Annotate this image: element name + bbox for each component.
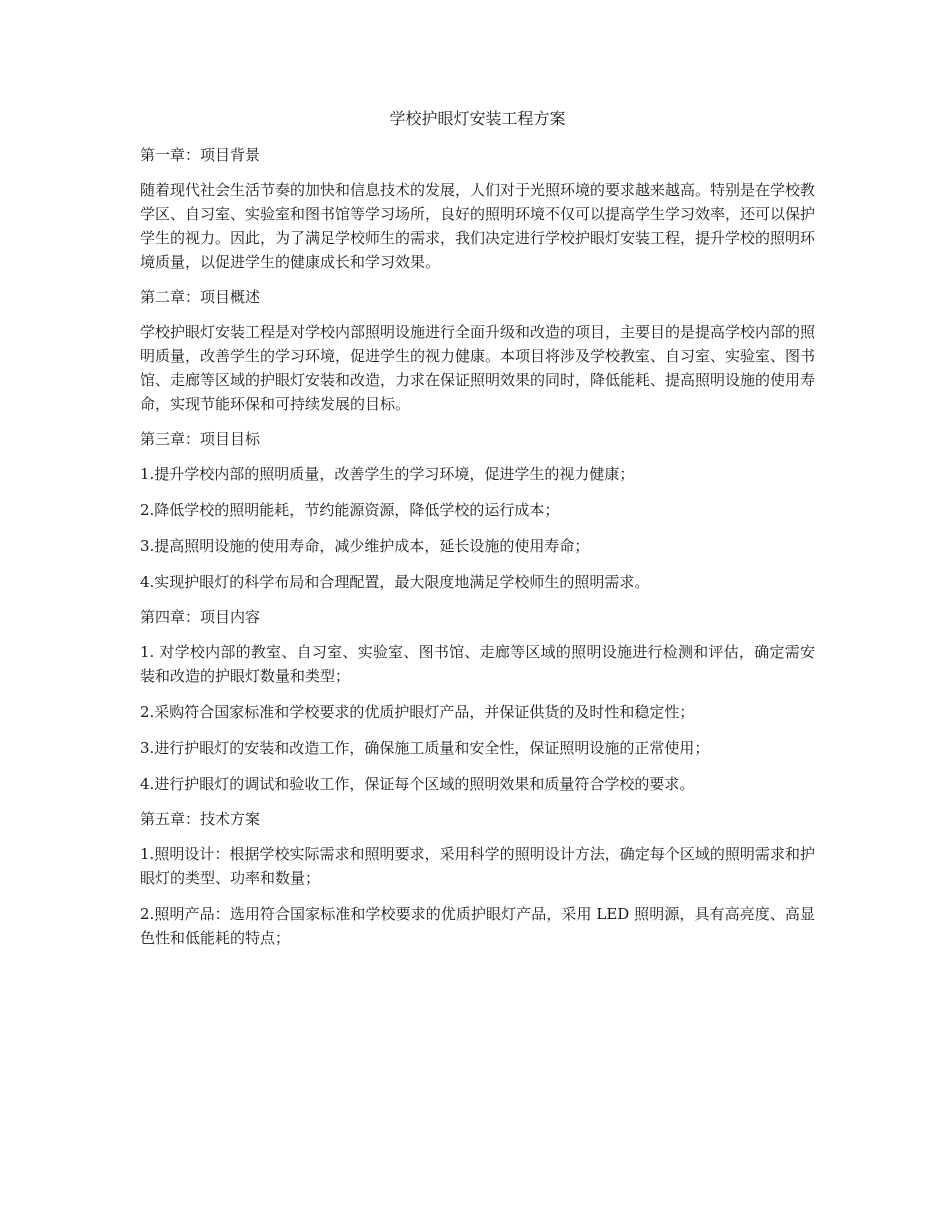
paragraph: 随着现代社会生活节奏的加快和信息技术的发展，人们对于光照环境的要求越来越高。特别是在学校教学区、自习室、实验室和图书馆等学习场所，良好的照明环境不仅可以提高学生学习效率，还可以保护学生的视力。因此，为了满足学校师生的需求，我们决定进行学校护眼灯安装工程，提升学校的照明环境质量，以促进学生的健康成长和学习效果。 bbox=[140, 181, 816, 271]
paragraph: 学校护眼灯安装工程是对学校内部照明设施进行全面升级和改造的项目，主要目的是提高学校内部的照明质量，改善学生的学习环境，促进学生的视力健康。本项目将涉及学校教室、自习室、实验室、图书馆、走廊等区域的护眼灯安装和改造，力求在保证照明效果的同时，降低能耗、提高照明设施的使用寿命，实现节能环保和可持续发展的目标。 bbox=[140, 323, 816, 413]
chapter-heading: 第一章：项目背景 bbox=[140, 146, 261, 164]
chapter-heading: 第五章：技术方案 bbox=[140, 810, 261, 828]
list-item: 3.进行护眼灯的安装和改造工作，确保施工质量和安全性，保证照明设施的正常使用； bbox=[140, 739, 710, 757]
list-item: 1.照明设计：根据学校实际需求和照明要求，采用科学的照明设计方法，确定每个区域的照明需求和护眼灯的类型、功率和数量； bbox=[140, 845, 815, 887]
list-item: 4.实现护眼灯的科学布局和合理配置，最大限度地满足学校师生的照明需求。 bbox=[140, 573, 650, 591]
list-item: 2.采购符合国家标准和学校要求的优质护眼灯产品，并保证供货的及时性和稳定性； bbox=[140, 703, 695, 721]
list-item: 4.进行护眼灯的调试和验收工作，保证每个区域的照明效果和质量符合学校的要求。 bbox=[140, 775, 695, 793]
chapter-heading: 第四章：项目内容 bbox=[140, 608, 261, 626]
list-item: 2.降低学校的照明能耗，节约能源资源，降低学校的运行成本； bbox=[140, 501, 560, 519]
chapter-heading: 第三章：项目目标 bbox=[140, 430, 261, 448]
list-item: 1.提升学校内部的照明质量，改善学生的学习环境，促进学生的视力健康； bbox=[140, 465, 635, 483]
document-page bbox=[140, 108, 815, 962]
chapter-heading: 第二章：项目概述 bbox=[140, 288, 261, 306]
document-title: 学校护眼灯安装工程方案 bbox=[389, 109, 566, 128]
list-item: 1. 对学校内部的教室、自习室、实验室、图书馆、走廊等区域的照明设施进行检测和评估，确定需安装和改造的护眼灯数量和类型； bbox=[140, 643, 815, 685]
list-item: 3.提高照明设施的使用寿命，减少维护成本，延长设施的使用寿命； bbox=[140, 537, 590, 555]
list-item: 2.照明产品：选用符合国家标准和学校要求的优质护眼灯产品，采用 LED 照明源，具有高亮度、高显色性和低能耗的特点； bbox=[140, 905, 815, 947]
